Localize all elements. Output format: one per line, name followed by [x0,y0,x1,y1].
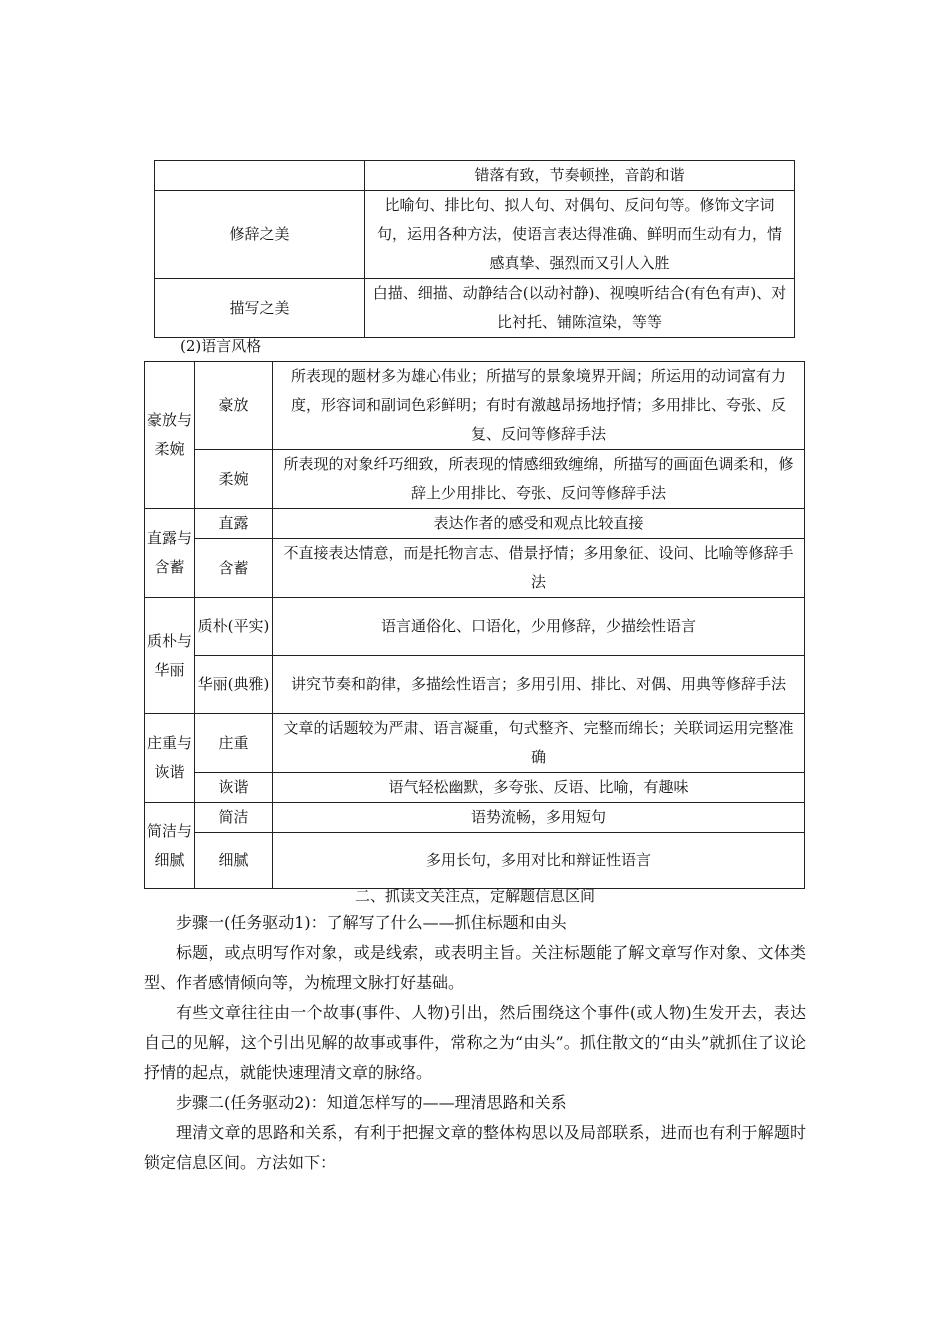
style-description: 所表现的题材多为雄心伟业；所描写的景象境界开阔；所运用的动词富有力度，形容词和副词色彩鲜明；有时有激越昂扬地抒情；多用排比、夸张、反复、反问等修辞手法 [273,362,805,450]
table-row [155,161,795,191]
table-cell-label: 描写之美 [155,279,365,338]
style-description: 语言通俗化、口语化，少用修辞，少描绘性语言 [273,598,805,656]
section-caption: (2)语言风格 [180,337,262,355]
group-name: 豪放与柔婉 [145,362,195,509]
group-name: 直露与含蓄 [145,509,195,598]
table-row [155,279,795,338]
style-name: 豪放 [195,362,273,450]
table-row [145,509,805,539]
table-cell-content: 错落有致，节奏顿挫，音韵和谐 [365,161,795,191]
paragraph: 有些文章往往由一个故事(事件、人物)引出，然后围绕这个事件(或人物)生发开去，表达自己的见解，这个引出见解的故事或事件，常称之为“由头”。抓住散文的“由头”就抓住了议论抒情的起点，就能快速理清文章的脉络。 [144,1003,806,1082]
table-row [145,598,805,656]
style-name: 直露 [195,509,273,539]
style-name: 柔婉 [195,450,273,509]
table-cell-content: 白描、细描、动静结合(以动衬静)、视嗅听结合(有色有声)、对比衬托、铺陈渲染，等等 [365,279,795,338]
table-row [145,773,805,803]
table-cell-content: 比喻句、排比句、拟人句、对偶句、反问句等。修饰文字词句，运用各种方法，使语言表达得准确、鲜明而生动有力，情感真挚、强烈而又引人入胜 [365,191,795,279]
style-description: 语气轻松幽默，多夸张、反语、比喻，有趣味 [273,773,805,803]
paragraph: 理清文章的思路和关系，有利于把握文章的整体构思以及局部联系，进而也有利于解题时锁定信息区间。方法如下： [144,1123,806,1172]
table-row [145,450,805,509]
table-row [145,362,805,450]
group-name: 简洁与细腻 [145,803,195,889]
style-name: 华丽(典雅) [195,656,273,714]
table-cell-label: 修辞之美 [155,191,365,279]
style-description: 不直接表达情意，而是托物言志、借景抒情；多用象征、设问、比喻等修辞手法 [273,539,805,598]
style-description: 表达作者的感受和观点比较直接 [273,509,805,539]
group-name: 质朴与华丽 [145,598,195,714]
style-description: 多用长句，多用对比和辩证性语言 [273,833,805,889]
style-description: 讲究节奏和韵律，多描绘性语言；多用引用、排比、对偶、用典等修辞手法 [273,656,805,714]
table-row [145,714,805,773]
style-name: 简洁 [195,803,273,833]
table-row [145,833,805,889]
style-name: 庄重 [195,714,273,773]
style-name: 诙谐 [195,773,273,803]
style-name: 细腻 [195,833,273,889]
style-description: 所表现的对象纤巧细致，所表现的情感细致缠绵，所描写的画面色调柔和，修辞上少用排比、夸张、反问等修辞手法 [273,450,805,509]
table-row [145,656,805,714]
rhetoric-table [154,160,795,338]
style-name: 含蓄 [195,539,273,598]
table-row [145,539,805,598]
table-row [155,191,795,279]
table-cell-label [155,161,365,191]
style-description: 文章的话题较为严肃、语言凝重，句式整齐、完整而绵长；关联词运用完整准确 [273,714,805,773]
style-description: 语势流畅，多用短句 [273,803,805,833]
group-name: 庄重与诙谐 [145,714,195,803]
step-title: 步骤一(任务驱动1)：了解写了什么——抓住标题和由头 [176,913,567,932]
table-row [145,803,805,833]
body-text [144,908,806,1178]
style-name: 质朴(平实) [195,598,273,656]
section-heading: 二、抓读文关注点，定解题信息区间 [354,887,595,905]
language-style-table [144,361,805,889]
step-title: 步骤二(任务驱动2)：知道怎样写的——理清思路和关系 [176,1093,567,1112]
paragraph: 标题，或点明写作对象，或是线索，或表明主旨。关注标题能了解文章写作对象、文体类型、作者感情倾向等，为梳理文脉打好基础。 [144,943,806,992]
